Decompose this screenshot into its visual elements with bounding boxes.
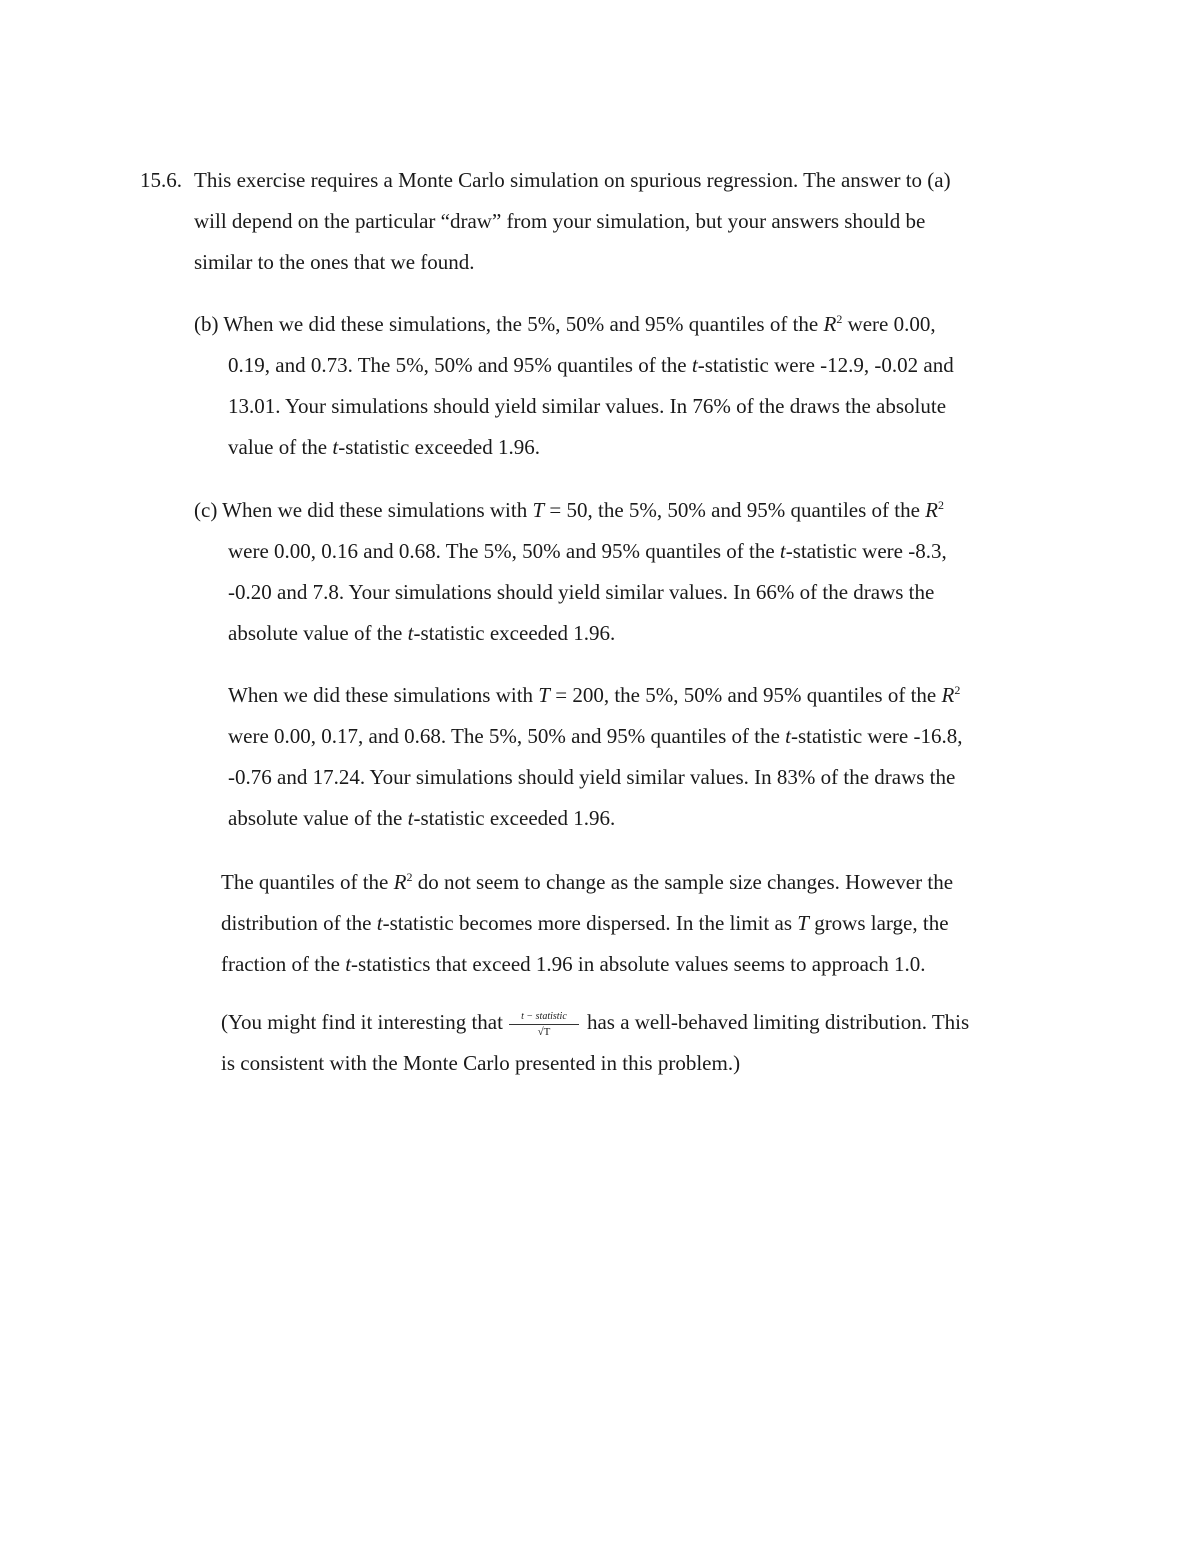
fraction-numerator: t − statistic [509, 1012, 579, 1025]
part-c2-line-4: absolute value of the t-statistic exceeded 1.96. [228, 806, 616, 830]
part-b-line-3: 13.01. Your simulations should yield similar values. In 76% of the draws the absolute [228, 394, 947, 418]
part-b [194, 304, 954, 468]
intro-line-3: similar to the ones that we found. [194, 250, 475, 274]
part-b-line-2: 0.19, and 0.73. The 5%, 50% and 95% quantiles of the t-statistic were -12.9, -0.02 and [228, 353, 954, 377]
part-c-line-4: absolute value of the t-statistic exceeded 1.96. [228, 621, 616, 645]
intro-line-2: will depend on the particular “draw” from your simulation, but your answers should be [194, 209, 926, 233]
problem-number: 15.6. [140, 168, 182, 192]
part-c [194, 490, 947, 654]
conclusion [221, 862, 953, 985]
part-b-line-1: (b) When we did these simulations, the 5%, 50% and 95% quantiles of the $R^2$ were 0.00, [194, 312, 936, 336]
note-line-1: (You might find it interesting that $\frac{\text{t − statistic}}{√T}$ has a well-behaved limiting distribution. This [221, 1010, 970, 1038]
note-line-2: is consistent with the Monte Carlo presented in this problem.) [221, 1051, 741, 1075]
part-c2-line-2: were 0.00, 0.17, and 0.68. The 5%, 50% and 95% quantiles of the t-statistic were -16.8, [228, 724, 963, 748]
part-c-line-1: (c) When we did these simulations with T = 50, the 5%, 50% and 95% quantiles of the $R^2$ [194, 498, 944, 522]
part-c-line-2: were 0.00, 0.16 and 0.68. The 5%, 50% and 95% quantiles of the t-statistic were -8.3, [228, 539, 947, 563]
fraction-denominator: √T [537, 1026, 551, 1038]
intro-line-1: This exercise requires a Monte Carlo simulation on spurious regression. The answer to (a) [194, 168, 951, 192]
part-c-continued [228, 675, 962, 839]
fraction-formula [509, 1012, 579, 1038]
part-b-line-4: value of the t-statistic exceeded 1.96. [228, 435, 540, 459]
conclusion-line-1: The quantiles of the $R^2$ do not seem to change as the sample size changes. However the [221, 870, 954, 894]
part-c2-line-3: -0.76 and 17.24. Your simulations should yield similar values. In 83% of the draws the [228, 765, 956, 789]
note [221, 1002, 969, 1084]
part-c2-line-1: When we did these simulations with T = 200, the 5%, 50% and 95% quantiles of the $R^2$ [228, 683, 961, 707]
conclusion-line-2: distribution of the t-statistic becomes more dispersed. In the limit as T grows large, the [221, 911, 949, 935]
problem-intro [194, 160, 951, 283]
part-c-line-3: -0.20 and 7.8. Your simulations should yield similar values. In 66% of the draws the [228, 580, 935, 604]
conclusion-line-3: fraction of the t-statistics that exceed 1.96 in absolute values seems to approach 1.0. [221, 952, 926, 976]
